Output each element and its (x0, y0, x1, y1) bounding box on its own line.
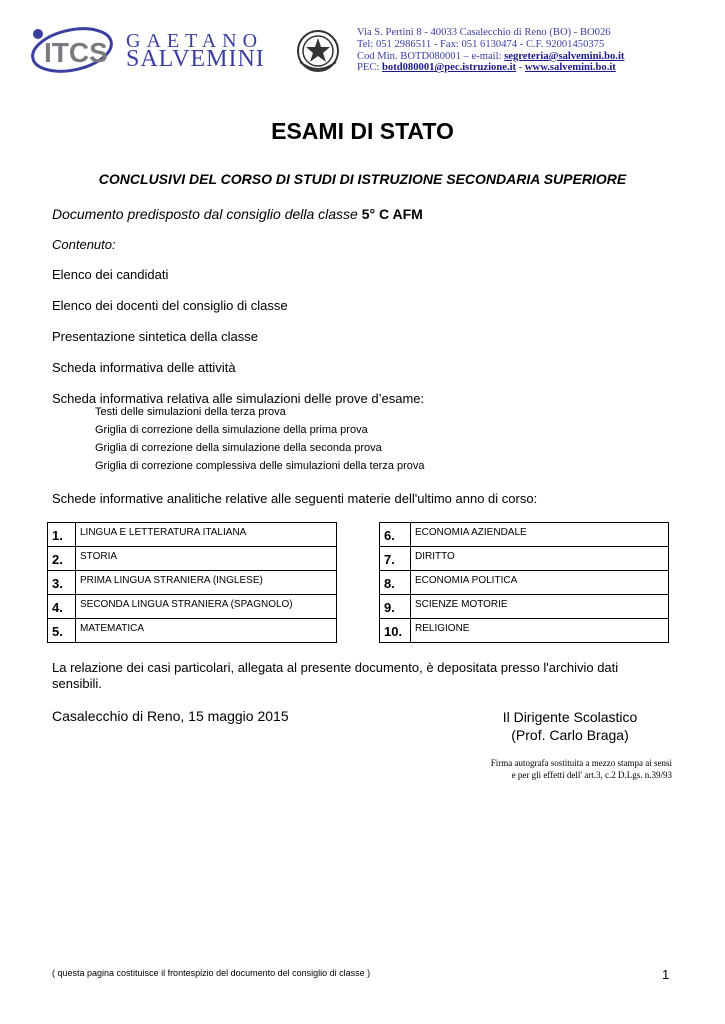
logo-salvemini: SALVEMINI (126, 46, 265, 72)
sub-content-item: Griglia di correzione della simulazione della prima prova (95, 424, 368, 436)
school-contacts (357, 27, 642, 74)
table-row (48, 547, 337, 571)
subject-name: ECONOMIA POLITICA (411, 571, 669, 595)
table-row (380, 523, 669, 547)
pec-label: PEC: (357, 62, 383, 74)
content-item: Scheda informativa delle attività (52, 360, 236, 375)
sub-content-item: Griglia di correzione della simulazione della seconda prova (95, 442, 382, 454)
itcs-logo-icon (30, 24, 120, 74)
content-item: Elenco dei docenti del consiglio di classe (52, 298, 288, 313)
subject-name: STORIA (76, 547, 337, 571)
subjects-table-left (47, 522, 337, 643)
pec-link[interactable]: botd080001@pec.istruzione.it (382, 62, 517, 74)
class-name: 5° C AFM (361, 206, 423, 222)
page-subtitle: CONCLUSIVI DEL CORSO DI STUDI DI ISTRUZIONE SECONDARIA SUPERIORE (98, 171, 627, 187)
content-item: Elenco dei candidati (52, 267, 169, 282)
document-line-text: Documento predisposto dal consiglio della classe (52, 206, 362, 222)
subject-name: SECONDA LINGUA STRANIERA (SPAGNOLO) (76, 595, 337, 619)
subject-name: DIRITTO (411, 547, 669, 571)
subject-number: 4. (48, 595, 76, 619)
itcs-logo-text: ITCS (44, 37, 108, 68)
contenuto-label: Contenuto: (52, 237, 116, 252)
subject-name: SCIENZE MOTORIE (411, 595, 669, 619)
subject-name: RELIGIONE (411, 619, 669, 643)
schede-label: Schede informative analitiche relative alle seguenti materie dell'ultimo anno di corso: (52, 491, 538, 506)
table-row (380, 571, 669, 595)
school-logo (30, 22, 288, 78)
place-date: Casalecchio di Reno, 15 maggio 2015 (52, 708, 289, 724)
contacts-address: Via S. Pertini 8 - 40033 Casalecchio di Reno (BO) - BO026 (357, 27, 611, 38)
table-row (48, 571, 337, 595)
firma-note (420, 757, 672, 781)
contacts-phone: Tel: 051 2986511 - Fax: 051 6130474 - C.F. 92001450375 (357, 38, 605, 50)
table-row (48, 619, 337, 643)
page-number: 1 (662, 967, 670, 982)
table-row (380, 595, 669, 619)
sub-content-item: Testi delle simulazioni della terza prova (95, 406, 286, 418)
website-link[interactable]: www.salvemini.bo.it (524, 62, 616, 74)
subject-number: 10. (380, 619, 411, 643)
table-row (48, 523, 337, 547)
subjects-table-right (379, 522, 669, 643)
firma-line-1: Firma autografa sostituita a mezzo stampa ai sensi (490, 758, 672, 768)
contacts-pec-line (357, 62, 642, 74)
document-class-line (52, 206, 423, 222)
table-row (48, 595, 337, 619)
sub-content-item: Griglia di correzione complessiva delle simulazioni della terza prova (95, 460, 425, 472)
italian-republic-emblem-icon (295, 28, 341, 74)
subject-number: 2. (48, 547, 76, 571)
firma-line-2: e per gli effetti dell' art.3, c.2 D.Lgs. n.39/93 (511, 770, 672, 780)
dirigente-block (495, 708, 645, 744)
table-row (380, 619, 669, 643)
logo-gaetano: GAETANO (126, 30, 264, 52)
subject-number: 5. (48, 619, 76, 643)
subject-name: LINGUA E LETTERATURA ITALIANA (76, 523, 337, 547)
relazione-text: La relazione dei casi particolari, allegata al presente documento, è depositata presso l'archivio dati sensibili. (52, 660, 619, 691)
subject-name: PRIMA LINGUA STRANIERA (INGLESE) (76, 571, 337, 595)
email-link[interactable]: segreteria@salvemini.bo.it (504, 50, 625, 62)
dirigente-name: (Prof. Carlo Braga) (511, 727, 629, 743)
contacts-email-line (357, 51, 642, 63)
page-title: ESAMI DI STATO (271, 118, 454, 144)
content-item: Scheda informativa relativa alle simulazioni delle prove d’esame: (52, 391, 425, 406)
contacts-code: Cod Min. BOTD080001 – e-mail: (357, 50, 505, 62)
subject-number: 9. (380, 595, 411, 619)
subject-name: MATEMATICA (76, 619, 337, 643)
subject-number: 1. (48, 523, 76, 547)
subject-number: 6. (380, 523, 411, 547)
subject-name: ECONOMIA AZIENDALE (411, 523, 669, 547)
footer-note: ( questa pagina costituisce il frontespizio del documento del consiglio di classe ) (52, 968, 371, 978)
pec-separator: - (516, 62, 525, 74)
table-row (380, 547, 669, 571)
dirigente-role: Il Dirigente Scolastico (502, 709, 638, 725)
subject-number: 8. (380, 571, 411, 595)
subject-number: 7. (380, 547, 411, 571)
content-item: Presentazione sintetica della classe (52, 329, 258, 344)
subject-number: 3. (48, 571, 76, 595)
